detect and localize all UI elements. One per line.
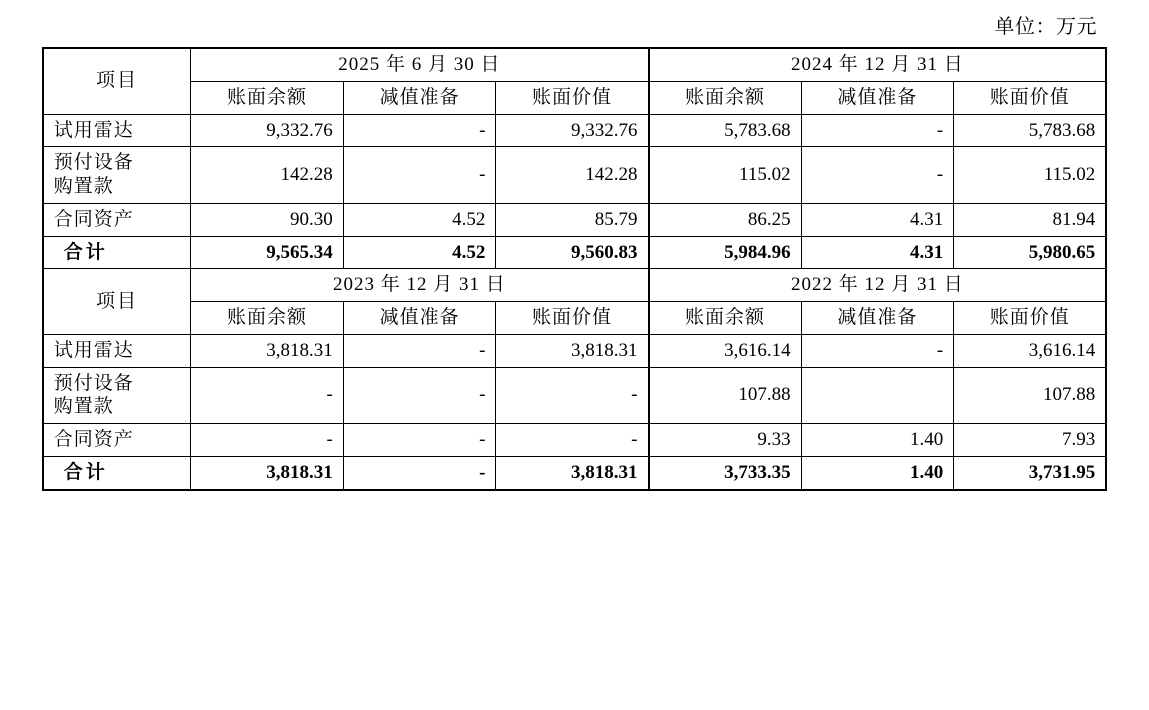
cell-value: 4.31 xyxy=(801,203,954,236)
cell-value: - xyxy=(343,424,496,457)
total-value: 3,731.95 xyxy=(954,456,1107,489)
total-label: 合计 xyxy=(43,236,191,269)
subheader-book-balance-4: 账面余额 xyxy=(649,302,802,335)
cell-value: 85.79 xyxy=(496,203,649,236)
cell-value: - xyxy=(801,334,954,367)
row-label-line1: 预付设备 xyxy=(53,152,134,174)
cell-value: - xyxy=(191,367,344,424)
cell-value: 4.52 xyxy=(343,203,496,236)
cell-value: 81.94 xyxy=(954,203,1107,236)
subheader-book-balance-1: 账面余额 xyxy=(191,81,344,114)
cell-value: - xyxy=(191,424,344,457)
header-period-4: 2022 年 12 月 31 日 xyxy=(649,269,1107,302)
cell-value: - xyxy=(496,367,649,424)
header-period-3: 2023 年 12 月 31 日 xyxy=(191,269,649,302)
table-row xyxy=(43,424,1107,457)
cell-value: 9,332.76 xyxy=(496,114,649,147)
subheader-book-value-4: 账面价值 xyxy=(954,302,1107,335)
table-row xyxy=(43,334,1107,367)
table-row xyxy=(43,203,1107,236)
subheader-impairment-4: 减值准备 xyxy=(801,302,954,335)
table-row xyxy=(43,367,1107,424)
subheader-book-balance-2: 账面余额 xyxy=(649,81,802,114)
total-value: 9,560.83 xyxy=(496,236,649,269)
total-value: - xyxy=(343,456,496,489)
subheader-book-value-3: 账面价值 xyxy=(496,302,649,335)
row-label: 合同资产 xyxy=(43,424,191,457)
row-label xyxy=(43,147,191,204)
cell-value: - xyxy=(343,334,496,367)
cell-value: - xyxy=(496,424,649,457)
cell-value: 3,818.31 xyxy=(496,334,649,367)
cell-value: 90.30 xyxy=(191,203,344,236)
table-row xyxy=(43,147,1107,204)
cell-value: 9.33 xyxy=(649,424,802,457)
cell-value: 5,783.68 xyxy=(954,114,1107,147)
table-total-row xyxy=(43,456,1107,489)
cell-value: 9,332.76 xyxy=(191,114,344,147)
cell-value: 3,616.14 xyxy=(954,334,1107,367)
cell-value: 142.28 xyxy=(496,147,649,204)
header-item-label: 项目 xyxy=(43,48,191,114)
cell-value: 3,616.14 xyxy=(649,334,802,367)
total-value: 5,984.96 xyxy=(649,236,802,269)
total-value: 5,980.65 xyxy=(954,236,1107,269)
row-label xyxy=(43,367,191,424)
cell-value: - xyxy=(343,147,496,204)
table-header-row xyxy=(43,269,1107,302)
row-label: 试用雷达 xyxy=(43,334,191,367)
cell-value: - xyxy=(801,114,954,147)
row-label-line1: 预付设备 xyxy=(53,372,134,394)
financial-table xyxy=(42,47,1108,491)
table-row xyxy=(43,114,1107,147)
cell-value xyxy=(801,367,954,424)
cell-value: 5,783.68 xyxy=(649,114,802,147)
table-subheader-row xyxy=(43,81,1107,114)
table-subheader-row xyxy=(43,302,1107,335)
cell-value: 115.02 xyxy=(954,147,1107,204)
total-value: 4.31 xyxy=(801,236,954,269)
total-label: 合计 xyxy=(43,456,191,489)
subheader-book-value-2: 账面价值 xyxy=(954,81,1107,114)
header-period-1: 2025 年 6 月 30 日 xyxy=(191,48,649,81)
row-label: 合同资产 xyxy=(43,203,191,236)
subheader-impairment-2: 减值准备 xyxy=(801,81,954,114)
cell-value: 107.88 xyxy=(649,367,802,424)
subheader-impairment-1: 减值准备 xyxy=(343,81,496,114)
cell-value: - xyxy=(801,147,954,204)
cell-value: 115.02 xyxy=(649,147,802,204)
unit-note: 单位：万元 xyxy=(994,16,1097,38)
subheader-book-value-1: 账面价值 xyxy=(496,81,649,114)
cell-value: 142.28 xyxy=(191,147,344,204)
total-value: 4.52 xyxy=(343,236,496,269)
cell-value: - xyxy=(343,367,496,424)
subheader-impairment-3: 减值准备 xyxy=(343,302,496,335)
cell-value: 107.88 xyxy=(954,367,1107,424)
cell-value: 3,818.31 xyxy=(191,334,344,367)
total-value: 3,818.31 xyxy=(191,456,344,489)
table-header-row xyxy=(43,48,1107,81)
total-value: 3,818.31 xyxy=(496,456,649,489)
cell-value: 86.25 xyxy=(649,203,802,236)
cell-value: 7.93 xyxy=(954,424,1107,457)
cell-value: - xyxy=(343,114,496,147)
total-value: 9,565.34 xyxy=(191,236,344,269)
row-label-line2: 购置款 xyxy=(53,176,114,197)
header-period-2: 2024 年 12 月 31 日 xyxy=(649,48,1107,81)
total-value: 3,733.35 xyxy=(649,456,802,489)
table-total-row xyxy=(43,236,1107,269)
subheader-book-balance-3: 账面余额 xyxy=(191,302,344,335)
total-value: 1.40 xyxy=(801,456,954,489)
header-item-label: 项目 xyxy=(43,269,191,335)
row-label-line2: 购置款 xyxy=(53,396,114,418)
row-label: 试用雷达 xyxy=(43,114,191,147)
cell-value: 1.40 xyxy=(801,424,954,457)
